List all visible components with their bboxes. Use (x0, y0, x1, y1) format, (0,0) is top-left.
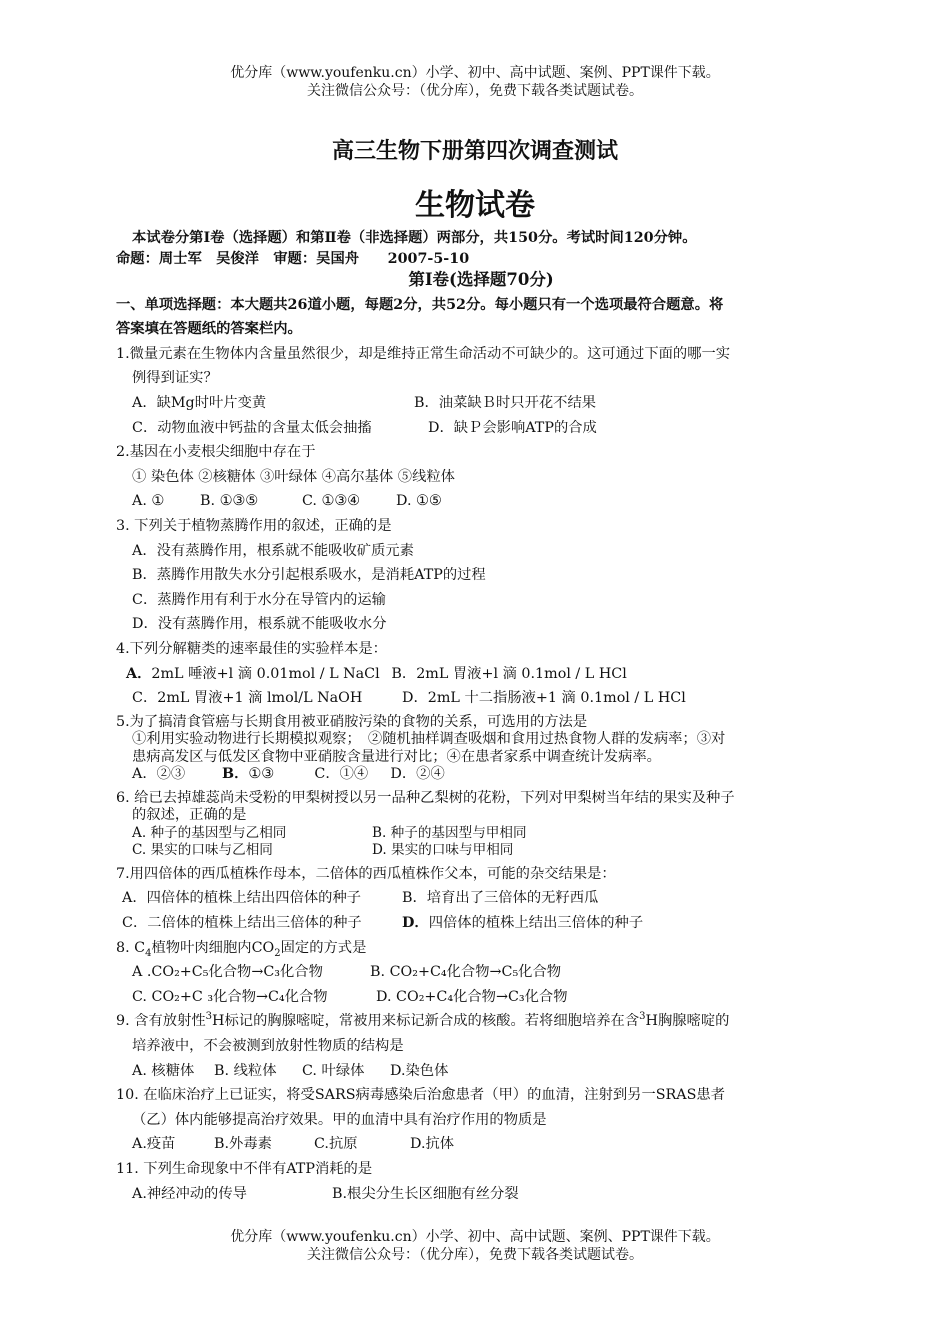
q8-option-b: B. CO₂+C₄化合物→C₅化合物 (370, 964, 562, 981)
section-heading: 第Ⅰ卷(选择题70分) (408, 270, 554, 290)
q5-options: ①利用实验动物进行长期模拟观察； ②随机抽样调查吸烟和食用过热食物人群的发病率；③对 (132, 731, 726, 748)
question-9 (116, 1009, 846, 1083)
q1-stem: 1.微量元素在生物体内含量虽然很少，却是维持正常生命活动不可缺少的。这可通过下面的哪一实 (116, 345, 731, 362)
q3-option-c: C．蒸腾作用有利于水分在导管内的运输 (132, 591, 386, 608)
q1-stem-cont: 例得到证实？ (132, 370, 218, 387)
top-banner (0, 64, 950, 100)
exam-intro: 本试卷分第Ⅰ卷（选择题）和第Ⅱ卷（非选择题）两部分，共150分。考试时间120分钟。 (132, 230, 697, 246)
q2-option-c: C. ①③④ (302, 493, 360, 510)
q10-stem-cont: （乙）体内能够提高治疗效果。甲的血清中具有治疗作用的物质是 (132, 1111, 547, 1128)
q6-option-c: C. 果实的口味与乙相同 (132, 842, 273, 859)
q2-stem: 2.基因在小麦根尖细胞中存在于 (116, 444, 316, 461)
question-1 (116, 342, 846, 440)
q9-option-d: D.染色体 (390, 1062, 449, 1079)
q4-option-b: B．2mL 胃液+l 滴 0.1mol / L HCl (391, 665, 627, 682)
question-3 (116, 514, 846, 637)
q8-option-d: D. CO₂+C₄化合物→C₃化合物 (376, 988, 568, 1005)
q1-option-d: D．缺Ｐ会影响ATP的合成 (428, 419, 597, 436)
q5-option-b-label: B． (222, 766, 249, 783)
q11-stem: 11. 下列生命现象中不伴有ATP消耗的是 (116, 1160, 373, 1177)
q1-option-a: A．缺Mg时叶片变黄 (132, 395, 267, 412)
q5-options-cont: 患病高发区与低发区食物中亚硝胺含量进行对比；④在患者家系中调查统计发病率。 (132, 748, 661, 765)
bottom-banner (0, 1228, 950, 1264)
question-8 (116, 936, 846, 1010)
q11-option-a: A.神经冲动的传导 (132, 1185, 247, 1202)
q9-stem-cont: 培养液中，不会被测到放射性物质的结构是 (132, 1037, 404, 1054)
q6-stem: 6. 给已去掉雄蕊尚未受粉的甲梨树授以另一品种乙梨树的花粉，下列对甲梨树当年结的果实及种子 (116, 789, 735, 806)
q3-stem: 3. 下列关于植物蒸腾作用的叙述，正确的是 (116, 518, 392, 535)
q9-option-b: B. 线粒体 (214, 1062, 277, 1079)
q7-option-c: C．二倍体的植株上结出三倍体的种子 (122, 914, 362, 931)
q9-option-a: A. 核糖体 (132, 1062, 195, 1079)
q7-option-d: 四倍体的植株上结出三倍体的种子 (428, 914, 644, 931)
q5-option-a: A．②③ (132, 766, 186, 783)
q10-option-c: C.抗原 (314, 1136, 358, 1153)
banner-line-2: 关注微信公众号：（优分库），免费下载各类试题试卷。 (307, 83, 643, 99)
q5-option-d: D．②④ (390, 766, 445, 783)
question-7 (116, 862, 846, 936)
banner-line-1: 优分库（www.youfenku.cn）小学、初中、高中试题、案例、PPT课件下载。 (230, 65, 720, 81)
banner-line-2: 关注微信公众号：（优分库），免费下载各类试题试卷。 (307, 1247, 643, 1263)
question-10 (116, 1083, 846, 1157)
q8-option-a: A .CO₂+C₅化合物→C₃化合物 (132, 964, 323, 981)
question-4 (116, 637, 846, 711)
q6-option-a: A. 种子的基因型与乙相同 (132, 824, 287, 841)
q5-option-b: ①③ (248, 766, 275, 783)
q5-stem: 5.为了搞清食管癌与长期食用被亚硝胺污染的食物的关系，可选用的方法是 (116, 713, 588, 730)
banner-line-1: 优分库（www.youfenku.cn）小学、初中、高中试题、案例、PPT课件下载。 (230, 1229, 720, 1245)
q2-items: ① 染色体 ②核糖体 ③叶绿体 ④高尔基体 ⑤线粒体 (132, 468, 455, 485)
q3-option-a: A．没有蒸腾作用，根系就不能吸收矿质元素 (132, 542, 414, 559)
question-6 (116, 790, 846, 860)
q4-option-a: 2mL 唾液+l 滴 0.01mol / L NaCl (151, 665, 380, 682)
q7-option-d-label: D． (402, 914, 429, 931)
q1-option-c: C．动物血液中钙盐的含量太低会抽搐 (132, 419, 372, 436)
q8-stem: 8. $C_4$植物叶肉细胞内$CO_2$固定的方式是 (116, 939, 367, 959)
exam-subtitle: 生物试卷 (415, 188, 535, 223)
q1-option-b: B．油菜缺Ｂ时只开花不结果 (414, 395, 597, 412)
q6-stem-cont: 的叙述，正确的是 (132, 807, 247, 824)
q4-stem: 4.下列分解糖类的速率最佳的实验样本是： (116, 641, 387, 657)
q9-option-c: C. 叶绿体 (302, 1062, 365, 1079)
q4-option-a-label: A． (126, 665, 152, 682)
q10-option-b: B.外毒素 (214, 1136, 272, 1153)
q6-option-d: D. 果实的口味与甲相同 (372, 842, 514, 859)
q10-option-d: D.抗体 (410, 1136, 455, 1153)
q3-option-d: D．没有蒸腾作用，根系就不能吸收水分 (132, 616, 387, 633)
q10-option-a: A.疫苗 (132, 1136, 176, 1153)
q2-option-a: A. ① (132, 493, 165, 510)
q5-option-c: C．①④ (314, 766, 369, 783)
exam-content (116, 226, 846, 1206)
q3-option-b: B．蒸腾作用散失水分引起根系吸水，是消耗ATP的过程 (132, 567, 486, 584)
question-11 (116, 1157, 846, 1206)
section-instructions: 一、单项选择题：本大题共26道小题，每题2分，共52分。每小题只有一个选项最符合题意。将 (116, 296, 724, 313)
question-2 (116, 440, 846, 514)
q7-option-a: A．四倍体的植株上结出四倍体的种子 (122, 890, 362, 907)
q8-option-c: C. CO₂+C ₃化合物→C₄化合物 (132, 988, 328, 1005)
q6-option-b: B. 种子的基因型与甲相同 (372, 824, 527, 841)
q2-option-b: B. ①③⑤ (200, 493, 259, 510)
q11-option-b: B.根尖分生长区细胞有丝分裂 (332, 1185, 519, 1202)
q2-option-d: D. ①⑤ (396, 493, 442, 510)
section-instructions-cont: 答案填在答题纸的答案栏内。 (116, 321, 302, 338)
question-5 (116, 714, 846, 784)
q4-option-d: D．2mL 十二指肠液+1 滴 0.1mol / L HCl (402, 690, 686, 707)
q10-stem: 10. 在临床治疗上已证实，将受SARS病毒感染后治愈患者（甲）的血清，注射到另一SRAS患者 (116, 1087, 726, 1104)
q9-stem: 9. 含有放射性$^3$H标记的胸腺嘧啶，常被用来标记新合成的核酸。若将细胞培养在含$^3$H胸腺嘧啶的 (116, 1011, 730, 1030)
q4-option-c: C．2mL 胃液+1 滴 lmol/L NaOH (132, 690, 363, 707)
exam-authors: 命题：周士军 吴俊洋 审题：吴国舟 2007-5-10 (116, 250, 470, 267)
q7-stem: 7.用四倍体的西瓜植株作母本，二倍体的西瓜植株作父本，可能的杂交结果是： (116, 865, 616, 882)
exam-title: 高三生物下册第四次调查测试 (331, 138, 618, 164)
q7-option-b: B．培育出了三倍体的无籽西瓜 (402, 890, 599, 907)
